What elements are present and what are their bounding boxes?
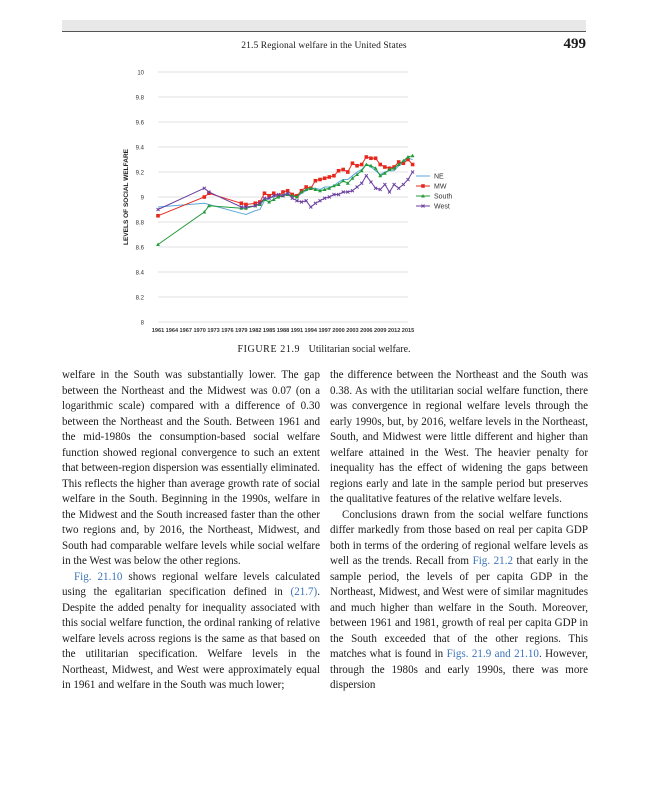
data-point-west bbox=[388, 191, 391, 194]
y-tick-label: 8 bbox=[140, 320, 144, 327]
data-point-mw bbox=[323, 176, 327, 180]
data-point-west bbox=[360, 182, 363, 185]
x-tick-label: 2012 bbox=[387, 328, 401, 334]
data-point-mw bbox=[369, 156, 373, 160]
x-tick-label: 1961 bbox=[151, 328, 165, 334]
data-point-mw bbox=[263, 191, 267, 195]
legend-label: NE bbox=[434, 173, 444, 181]
data-point-west bbox=[356, 186, 359, 189]
y-tick-label: 8.4 bbox=[135, 270, 144, 277]
data-point-mw bbox=[332, 174, 336, 178]
data-point-west bbox=[397, 187, 400, 190]
data-point-west bbox=[369, 181, 372, 184]
paragraph-text: . However, through the 1980s and early 1990s, there was more dispersion bbox=[330, 648, 588, 691]
y-tick-label: 8.8 bbox=[135, 220, 144, 227]
data-point-mw bbox=[281, 190, 285, 194]
figure-21-9 bbox=[120, 60, 498, 340]
data-point-mw bbox=[341, 168, 345, 172]
data-point-mw bbox=[411, 163, 415, 167]
header-bar bbox=[62, 20, 586, 31]
x-tick-label: 2000 bbox=[332, 328, 345, 334]
x-tick-label: 2009 bbox=[373, 328, 387, 334]
x-tick-label: 1991 bbox=[290, 328, 304, 334]
paragraph bbox=[62, 570, 320, 694]
data-point-west bbox=[365, 174, 368, 177]
data-point-west bbox=[411, 171, 414, 174]
chart-svg bbox=[120, 60, 498, 340]
y-tick-label: 9.6 bbox=[135, 120, 144, 127]
page-number: 499 bbox=[563, 36, 586, 52]
x-tick-label: 2006 bbox=[360, 328, 373, 334]
y-tick-label: 8.2 bbox=[135, 295, 144, 302]
figure-caption bbox=[0, 344, 648, 355]
x-tick-label: 1970 bbox=[193, 328, 206, 334]
header-rule bbox=[62, 31, 586, 32]
x-tick-label: 1967 bbox=[179, 328, 193, 334]
y-tick-label: 10 bbox=[137, 70, 144, 77]
data-point-mw bbox=[355, 164, 359, 168]
paragraph-text: . Despite the added penalty for inequality associated with this social welfare function, the ordinal ranking of relative welfare levels across regions is the same as that based on the utilitarian specification. Welfare levels in the Northeast, Midwest, and West were approximately equal in 1961 and welfare in the South was much lower; bbox=[62, 586, 320, 691]
x-tick-label: 1973 bbox=[207, 328, 220, 334]
paragraph-text: that early in the sample period, the levels of per capita GDP in the Northeast, Midwest, and West were of similar magnitudes and much higher than welfare in the South. Moreover, between 1961 and 1981, growth of real per capita GDP in the South exceeded that of the other regions. This matches what is found in bbox=[330, 555, 588, 660]
body-column-left bbox=[62, 368, 320, 694]
y-tick-label: 9 bbox=[140, 195, 144, 202]
data-point-mw bbox=[346, 170, 350, 174]
y-tick-label: 8.6 bbox=[135, 245, 144, 252]
legend-label: South bbox=[434, 193, 453, 201]
legend-label: West bbox=[434, 203, 450, 211]
data-point-mw bbox=[351, 161, 355, 165]
paragraph bbox=[330, 508, 588, 694]
running-head: 21.5 Regional welfare in the United States bbox=[241, 41, 407, 51]
data-point-mw bbox=[202, 195, 206, 199]
equation-reference-link[interactable]: (21.7) bbox=[290, 586, 318, 598]
x-tick-label: 1976 bbox=[221, 328, 234, 334]
data-point-mw bbox=[383, 165, 387, 169]
data-point-west bbox=[383, 183, 386, 186]
legend-label: MW bbox=[434, 183, 447, 191]
x-tick-label: 1964 bbox=[165, 328, 179, 334]
figure-reference-link[interactable]: Figs. 21.9 and 21.10 bbox=[446, 648, 539, 660]
x-tick-label: 2003 bbox=[346, 328, 359, 334]
data-point-mw bbox=[318, 178, 322, 182]
x-tick-label: 1994 bbox=[304, 328, 318, 334]
x-tick-label: 1985 bbox=[262, 328, 276, 334]
figure-reference-link[interactable]: Fig. 21.10 bbox=[74, 570, 123, 583]
data-point-west bbox=[393, 183, 396, 186]
data-point-west bbox=[407, 178, 410, 181]
data-point-south bbox=[364, 163, 368, 167]
paragraph: welfare in the South was substantially lower. The gap between the Northeast and the Midwest was 0.07 (on a logarithmic scale) compared with a difference of 0.30 between the Northeast and the South. Between 1961 and the mid-1980s the consumption-based social welfare function showed regional convergence to such an extent that between-region dispersion was essentially eliminated. This reflects the higher than average growth rate of social welfare in the South. Beginning in the 1990s, welfare in the Midwest and the South increased faster than the other two regions and, by 2016, the Northeast, Midwest, and South had comparable welfare levels while social welfare in the West was below the other regions. bbox=[62, 369, 320, 567]
data-point-mw bbox=[378, 163, 382, 167]
figure-reference-link[interactable]: Fig. 21.2 bbox=[472, 555, 513, 567]
data-point-mw bbox=[337, 169, 341, 173]
x-tick-label: 1979 bbox=[235, 328, 248, 334]
paragraph: the difference between the Northeast and the South was 0.38. As with the utilitarian social welfare function, there was convergence in regional welfare levels through the early 1990s, but, by 2016, welfare levels in the Northeast, South, and Midwest were little different and higher than welfare attained in the West. The heavier penalty for inequality has the effect of widening the gaps between regions early and late in the sample period but preserves the qualitative features of the relative welfare levels. bbox=[330, 369, 588, 505]
y-axis-label: LEVELS OF SOCIAL WELFARE bbox=[123, 149, 130, 245]
y-tick-label: 9.2 bbox=[135, 170, 144, 177]
data-point-mw bbox=[240, 201, 244, 205]
data-point-mw bbox=[374, 156, 378, 160]
data-point-mw bbox=[421, 184, 425, 188]
paragraph-text: shows regional welfare levels calculated using the egalitarian specification defined in bbox=[62, 570, 320, 598]
x-tick-label: 1997 bbox=[318, 328, 331, 334]
y-tick-label: 9.4 bbox=[135, 145, 144, 152]
data-point-west bbox=[309, 206, 312, 209]
figure-caption-text: Utilitarian social welfare. bbox=[308, 344, 411, 355]
data-point-mw bbox=[365, 155, 369, 159]
x-tick-label: 1988 bbox=[276, 328, 290, 334]
y-tick-label: 9.8 bbox=[135, 95, 144, 102]
paragraph-text: Conclusions drawn from the social welfare functions differ markedly from those based on real per capita GDP both in terms of the ordering of regional welfare levels as well as the trends. Recall from bbox=[330, 508, 588, 567]
data-point-mw bbox=[156, 214, 160, 218]
data-point-south bbox=[411, 154, 415, 158]
x-tick-label: 2015 bbox=[401, 328, 415, 334]
figure-label: FIGURE 21.9 bbox=[237, 344, 301, 355]
data-point-mw bbox=[360, 163, 364, 167]
body-column-right bbox=[330, 368, 588, 694]
data-point-mw bbox=[314, 179, 318, 183]
data-point-west bbox=[402, 183, 405, 186]
data-point-mw bbox=[327, 175, 331, 179]
x-tick-label: 1982 bbox=[248, 328, 262, 334]
